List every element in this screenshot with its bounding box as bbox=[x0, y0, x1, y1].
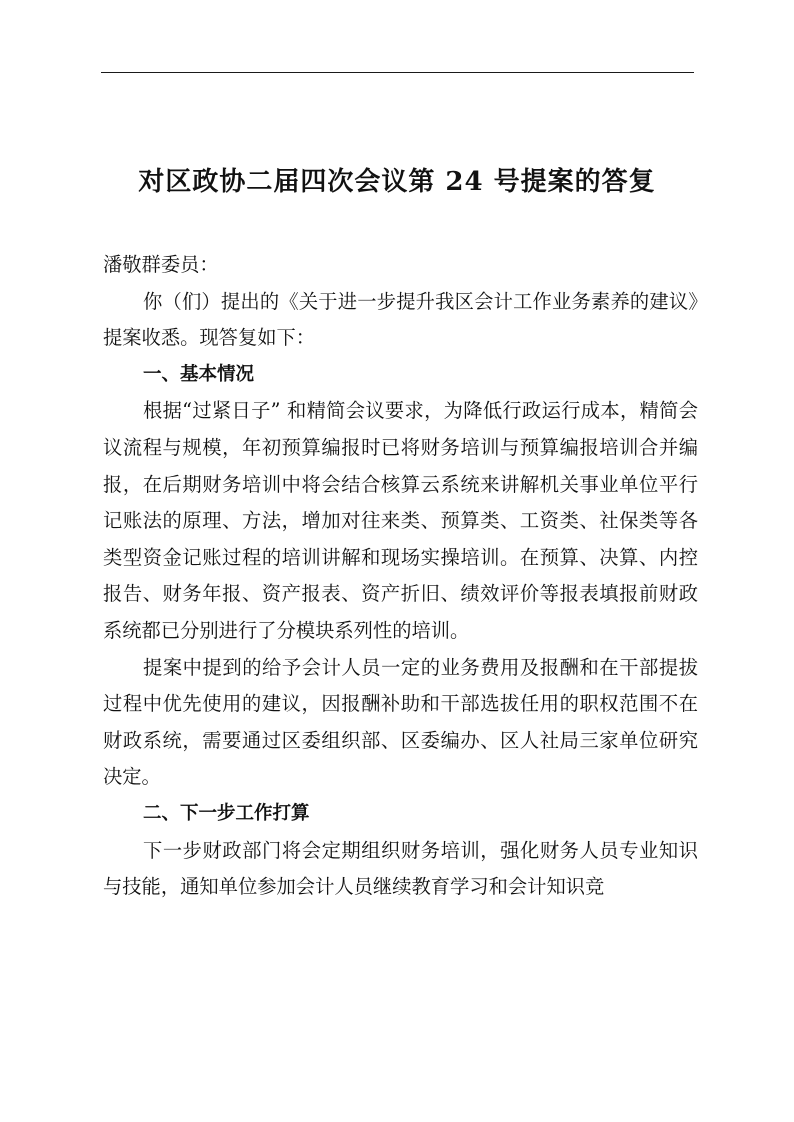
paragraph: 根据“过紧日子” 和精简会议要求，为降低行政运行成本，精简会议流程与规模，年初预算编报时已将财务培训与预算编报培训合并编报，在后期财务培训中将会结合核算云系统来讲解机关事业单位平行记账法的原理、方法，增加对往来类、预算类、工资类、社保类等各类型资金记账过程的培训讲解和现场实操培训。在预算、决算、内控报告、财务年报、资产报表、资产折旧、绩效评价等报表填报前财政系统都已分别进行了分模块系列性的培训。 bbox=[103, 399, 698, 642]
salutation: 潘敬群委员： bbox=[103, 253, 219, 276]
paragraph: 提案中提到的给予会计人员一定的业务费用及报酬和在干部提拔过程中优先使用的建议，因报酬补助和干部选拔任用的职权范围不在财政系统，需要通过区委组织部、区委编办、区人社局三家单位研究决定。 bbox=[103, 655, 698, 789]
document-body bbox=[103, 247, 698, 906]
paragraph: 下一步财政部门将会定期组织财务培训，强化财务人员专业知识与技能，通知单位参加会计人员继续教育学习和会计知识竞 bbox=[103, 838, 698, 899]
document-title: 对区政协二届四次会议第 24 号提案的答复 bbox=[138, 167, 656, 197]
header-rule bbox=[101, 72, 694, 73]
intro-paragraph: 你（们）提出的《关于进一步提升我区会计工作业务素养的建议》提案收悉。现答复如下： bbox=[103, 289, 698, 350]
section-heading-basic-situation: 一、基本情况 bbox=[143, 363, 255, 385]
section-heading-next-steps: 二、下一步工作打算 bbox=[143, 802, 310, 824]
